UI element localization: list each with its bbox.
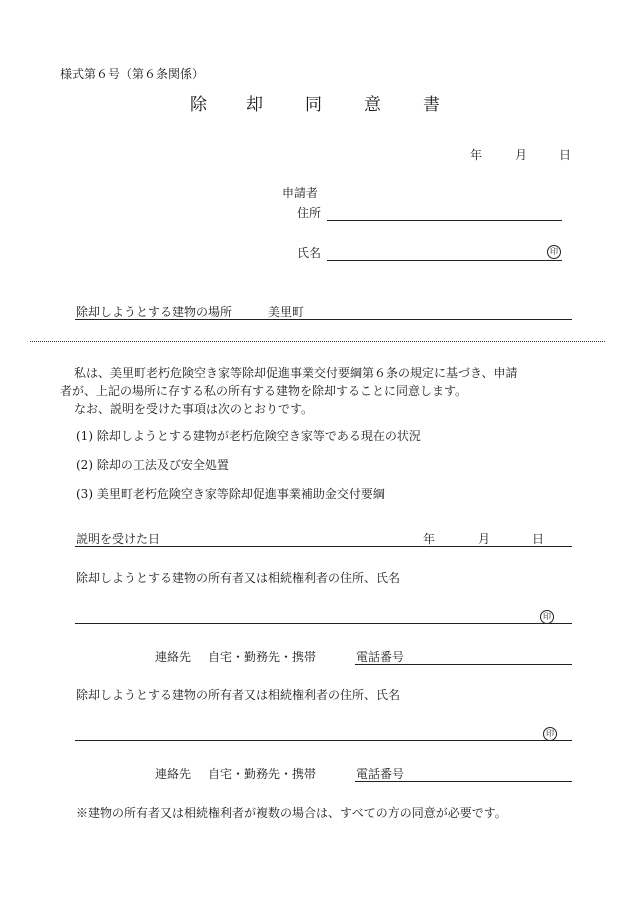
- page-title: [0, 97, 630, 117]
- location-label: 除却しようとする建物の場所: [76, 305, 233, 319]
- name-label: 氏名: [297, 246, 322, 260]
- explained-item: (3) 美里町老朽危険空き家等除却促進事業補助金交付要綱: [76, 487, 385, 501]
- note-text: ※建物の所有者又は相続権利者が複数の場合は、すべての方の同意が必要です。: [76, 806, 507, 820]
- contact-label: 連絡先: [155, 650, 192, 664]
- title-char: 除: [190, 95, 207, 115]
- address-label: 住所: [297, 206, 322, 220]
- title-char: 書: [423, 95, 440, 115]
- explained-date-day: 日: [532, 532, 545, 546]
- explained-date-year: 年: [423, 532, 436, 546]
- seal-icon: 印: [540, 610, 554, 624]
- owner-address-name-field[interactable]: [75, 728, 572, 741]
- explained-item: (2) 除却の工法及び安全処置: [76, 458, 229, 472]
- name-field[interactable]: [327, 246, 562, 261]
- title-char: 意: [364, 95, 381, 115]
- phone-field[interactable]: [355, 650, 572, 665]
- phone-label: 電話番号: [356, 650, 405, 664]
- title-char: 却: [246, 95, 263, 115]
- owner-address-name-field[interactable]: [75, 611, 572, 624]
- applicant-heading: 申請者: [282, 186, 319, 200]
- contact-options: 自宅・勤務先・携帯: [208, 767, 317, 781]
- seal-icon: 印: [543, 727, 557, 741]
- owner-heading: 除却しようとする建物の所有者又は相続権利者の住所、氏名: [76, 571, 401, 585]
- explained-date-label: 説明を受けた日: [76, 532, 161, 546]
- date-month-label: 月: [515, 148, 528, 162]
- phone-label: 電話番号: [356, 767, 405, 781]
- cut-line-divider: [30, 341, 605, 342]
- consent-paragraph: [60, 364, 572, 418]
- consent-line: なお、説明を受けた事項は次のとおりです。: [74, 402, 314, 416]
- contact-options: 自宅・勤務先・携帯: [208, 650, 317, 664]
- date-day-label: 日: [559, 148, 572, 162]
- title-char: 同: [305, 95, 322, 115]
- explained-date-month: 月: [478, 532, 491, 546]
- seal-icon: 印: [547, 245, 561, 259]
- contact-label: 連絡先: [155, 767, 192, 781]
- explained-date-field[interactable]: [75, 532, 572, 547]
- explained-item: (1) 除却しようとする建物が老朽危険空き家等である現在の状況: [76, 429, 421, 443]
- consent-line: 私は、美里町老朽危険空き家等除却促進事業交付要綱第６条の規定に基づき、申請: [74, 366, 518, 380]
- owner-heading: 除却しようとする建物の所有者又は相続権利者の住所、氏名: [76, 688, 401, 702]
- date-year-label: 年: [470, 148, 483, 162]
- form-number-label: 様式第６号（第６条関係）: [60, 67, 205, 81]
- location-field[interactable]: [75, 305, 572, 320]
- phone-field[interactable]: [355, 767, 572, 782]
- address-field[interactable]: [327, 206, 562, 221]
- location-town: 美里町: [268, 305, 305, 319]
- consent-line: 者が、上記の場所に存する私の所有する建物を除却することに同意します。: [60, 384, 468, 398]
